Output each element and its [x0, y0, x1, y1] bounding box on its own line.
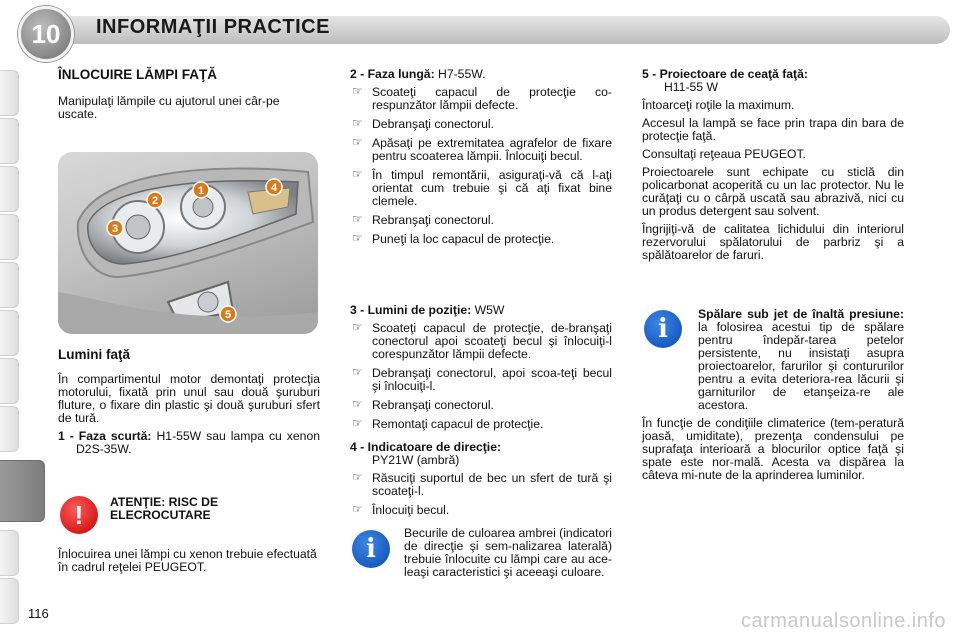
item5-label: 5 - Proiectoare de ceaţă faţă:	[642, 67, 808, 81]
step: ☞ Puneţi la loc capacul de protecţie.	[350, 233, 612, 246]
chapter-tab[interactable]	[0, 70, 19, 116]
chapter-tab-active[interactable]	[0, 460, 45, 522]
item1-text: H1-55W sau lampa cu xenon D2S-35W.	[76, 429, 320, 456]
item3-label: 3 - Lumini de poziţie:	[350, 303, 472, 317]
left-column-lower	[58, 348, 320, 461]
item1	[58, 430, 320, 456]
chapter-tab[interactable]	[0, 310, 19, 356]
page-number: 116	[28, 606, 49, 621]
chapter-tab[interactable]	[0, 406, 19, 452]
info-note: Becurile de culoarea ambrei (indicatori de direcţie şi sem-nalizarea laterală) trebuie înlocuite cu lămpi care au ace-leaşi caracteristici şi aceeaşi culoare.	[404, 526, 612, 579]
page-title: INFORMAŢII PRACTICE	[96, 16, 330, 38]
callout-1: 1	[197, 185, 205, 197]
chapter-tab[interactable]	[0, 358, 19, 404]
info-text: la folosirea acestui tip de spălare pentru îndepăr-tarea petelor persistente, nu insistaţi asupra proiectoarelor, farurilor şi contururilor pentru a evita deteriora-rea lăcurii şi garniturilor de etanşeiza-re ale acestora.	[698, 320, 904, 412]
info-title: Spălare sub jet de înaltă presiune:	[698, 307, 904, 321]
middle-column-lower	[350, 304, 612, 523]
callout-2: 2	[151, 195, 159, 207]
sub-heading: Lumini faţă	[58, 347, 131, 362]
chapter-tab[interactable]	[0, 118, 19, 164]
step: ☞ Scoateţi capacul de protecţie co-respunzător lămpii defecte.	[350, 86, 612, 112]
watermark: carmanualsonline.info	[740, 610, 946, 632]
callout-5: 5	[224, 309, 232, 321]
middle-column	[350, 68, 612, 252]
chapter-tab[interactable]	[0, 578, 19, 624]
chapter-tabs	[0, 60, 22, 620]
step: ☞ Remontaţi capacul de protecţie.	[350, 418, 612, 431]
chapter-tab[interactable]	[0, 262, 19, 308]
right-column	[642, 68, 904, 267]
item2	[350, 68, 612, 81]
warning-text: Înlocuirea unei lămpi cu xenon trebuie efectuată în cadrul reţelei PEUGEOT.	[58, 547, 317, 574]
item1-label: 1 - Faza scurtă:	[58, 429, 152, 443]
callout-3: 3	[111, 223, 119, 235]
step: ☞ În timpul remontării, asiguraţi-vă că l-aţi orientat cum trebuie şi că aţi fixat bine clemele.	[350, 169, 612, 208]
chapter-tab[interactable]	[0, 530, 19, 576]
chapter-tab[interactable]	[0, 166, 19, 212]
item3-value: W5W	[474, 303, 505, 317]
info-paragraph-2: În funcţie de condiţiile climaterice (tem-peratură joasă, umiditate), prezenţa condensului pe suprafaţa interioară a blocurilor optice faţă şi spate este nor-mală. Acesta va dispărea la câteva mi-nute de la aprinderea luminilor.	[642, 416, 904, 482]
intro-text: Manipulaţi lămpile cu ajutorul unei câr-pe uscate.	[58, 94, 280, 121]
step: ☞ Rebranşaţi conectorul.	[350, 214, 612, 227]
info-box	[642, 308, 904, 487]
info-paragraph	[642, 308, 904, 412]
step: ☞ Scoateţi capacul de protecţie, de-branşaţi conectorul apoi scoateţi becul şi înlocuiţi-l corespunzător lămpii defecte.	[350, 322, 612, 361]
item5-value: H11-55 W	[664, 80, 718, 94]
chapter-badge: 10	[18, 6, 74, 62]
step: ☞ Debranşaţi conectorul, apoi scoa-teţi becul şi înlocuiţi-l.	[350, 367, 612, 393]
step: ☞ Debranşaţi conectorul.	[350, 118, 612, 131]
warning-icon: !	[60, 496, 98, 534]
info-icon: i	[644, 310, 682, 348]
sub-text: În compartimentul motor demontaţi protecţia motorului, fixată prin unul sau două şuruburi fluture, o fixare din plastic şi două şuruburi sfert de tură.	[58, 372, 320, 425]
section-heading: ÎNLOCUIRE LĂMPI FAŢĂ	[58, 67, 217, 82]
item2-value: H7-55W.	[438, 67, 486, 81]
step: ☞ Înlocuiţi becul.	[350, 504, 612, 517]
chapter-tab[interactable]	[0, 214, 19, 260]
paragraph: Consultaţi reţeaua PEUGEOT.	[642, 147, 806, 161]
headlight-illustration	[58, 152, 318, 334]
headlight-photo	[58, 152, 318, 334]
item4-label: 4 - Indicatoare de direcţie:	[350, 440, 502, 454]
step: ☞ Răsuciţi suportul de bec un sfert de tură şi scoateţi-l.	[350, 472, 612, 498]
item2-label: 2 - Faza lungă:	[350, 67, 435, 81]
step: ☞ Rebranşaţi conectorul.	[350, 399, 612, 412]
item4-value: PY21W (ambră)	[372, 453, 460, 467]
paragraph: Întoarceţi roţile la maximum.	[642, 98, 795, 112]
paragraph: Proiectoarele sunt echipate cu sticlă din policarbonat acoperită cu un lac protector. Nu le curăţaţi cu o cârpă uscată sau abrazivă, nici cu un produs detergent sau solvent.	[642, 165, 904, 218]
paragraph: Accesul la lampă se face prin trapa din bara de protecţie faţă.	[642, 116, 904, 143]
item3	[350, 304, 612, 317]
step: ☞ Apăsaţi pe extremitatea agrafelor de fixare pentru scoaterea lămpii. Înlocuiţi becul.	[350, 137, 612, 163]
callout-4: 4	[270, 182, 278, 194]
paragraph: Îngrijiţi-vă de calitatea lichidului din interiorul rezervorului spălatorului de parbriz şi a spălătoarelor de faruri.	[642, 222, 904, 262]
left-column	[58, 68, 320, 126]
warning-title: ATENŢIE: RISC DE ELECROCUTARE	[110, 495, 219, 522]
info-icon: i	[352, 530, 390, 568]
